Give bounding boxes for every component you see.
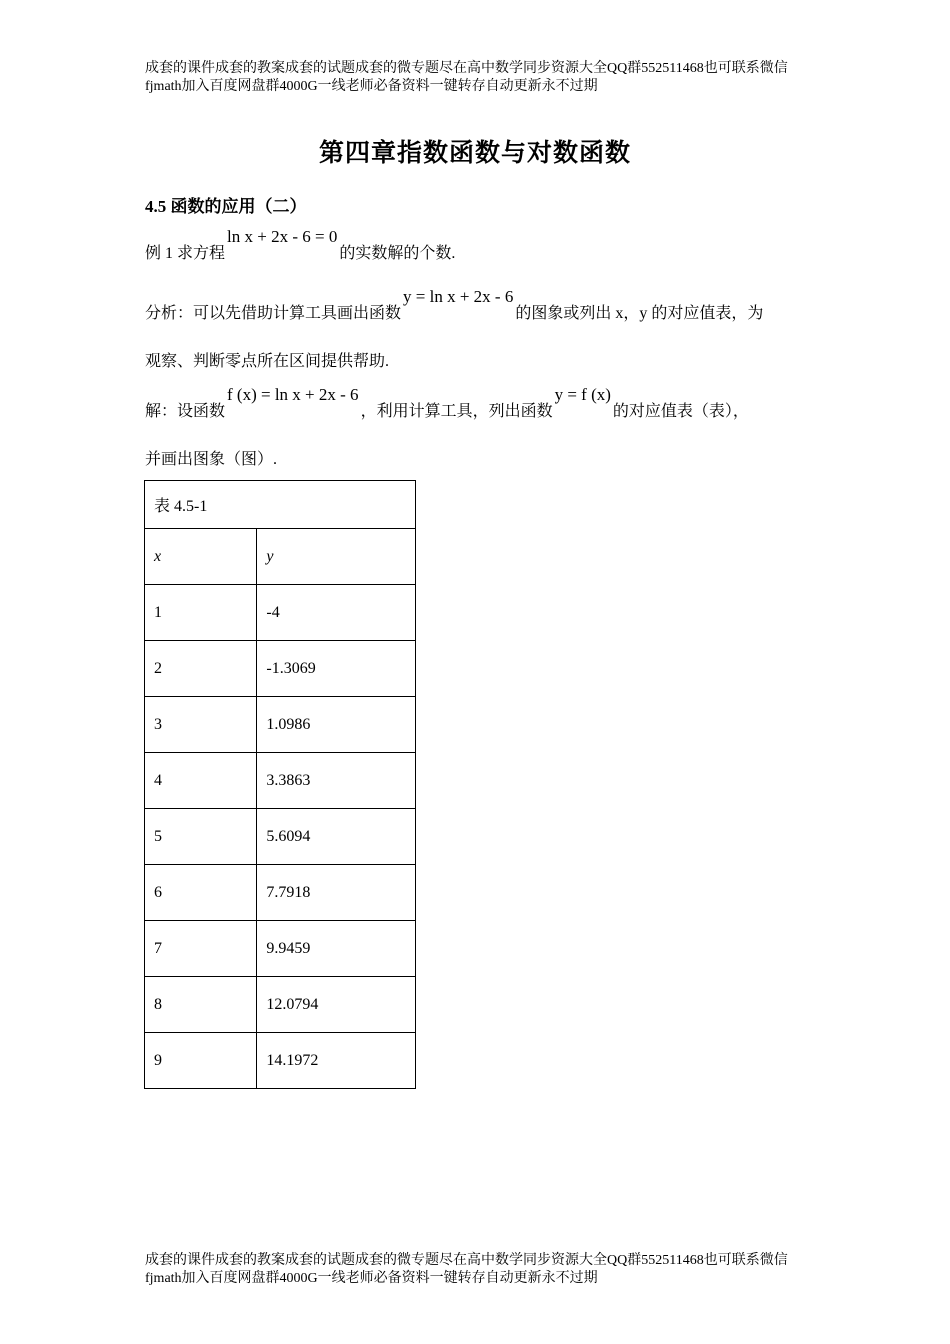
table-cell-y: 12.0794 bbox=[257, 977, 416, 1033]
table-cell-x: 5 bbox=[145, 809, 257, 865]
page-header: 成套的课件成套的教案成套的试题成套的微专题尽在高中数学同步资源大全QQ群552511468也可联系微信fjmath加入百度网盘群4000G一线老师必备资料一键转存自动更新永不过期 bbox=[145, 61, 788, 94]
table-cell-x: 9 bbox=[145, 1033, 257, 1089]
example-paragraph bbox=[145, 227, 815, 264]
solution-middle: ，利用计算工具，列出函数 bbox=[360, 403, 553, 420]
table-cell-x: 8 bbox=[145, 977, 257, 1033]
table-header-row bbox=[145, 529, 416, 585]
table-row bbox=[145, 697, 416, 753]
table-cell-y: 14.1972 bbox=[257, 1033, 416, 1089]
analysis-function: y = ln x + 2x - 6 bbox=[403, 287, 514, 306]
table-cell-y: 7.7918 bbox=[257, 865, 416, 921]
solution-line2: 并画出图象（图）. bbox=[145, 451, 278, 468]
page-footer: 成套的课件成套的教案成套的试题成套的微专题尽在高中数学同步资源大全QQ群552511468也可联系微信fjmath加入百度网盘群4000G一线老师必备资料一键转存自动更新永不过期 bbox=[145, 1253, 788, 1286]
table-row bbox=[145, 1033, 416, 1089]
table-row bbox=[145, 977, 416, 1033]
table-cell-x: 3 bbox=[145, 697, 257, 753]
table-cell-y: 3.3863 bbox=[257, 753, 416, 809]
value-table bbox=[144, 480, 416, 1089]
table-cell-x: 4 bbox=[145, 753, 257, 809]
table-cell-x: 6 bbox=[145, 865, 257, 921]
example-equation: ln x + 2x - 6 = 0 bbox=[227, 227, 338, 246]
table-row bbox=[145, 641, 416, 697]
analysis-line2: 观察、判断零点所在区间提供帮助. bbox=[145, 353, 390, 370]
table-cell-y: -1.3069 bbox=[257, 641, 416, 697]
table-cell-x: 1 bbox=[145, 585, 257, 641]
table-caption-row bbox=[145, 481, 416, 529]
table-row bbox=[145, 753, 416, 809]
table-cell-x: 7 bbox=[145, 921, 257, 977]
table-cell-x: 2 bbox=[145, 641, 257, 697]
section-heading: 4.5 函数的应用（二） bbox=[145, 197, 307, 216]
solution-prefix: 解：设函数 bbox=[145, 403, 226, 420]
analysis-suffix: 的图象或列出 x，y 的对应值表，为 bbox=[515, 305, 764, 322]
table-cell-y: 9.9459 bbox=[257, 921, 416, 977]
solution-suffix: 的对应值表（表）， bbox=[612, 403, 749, 420]
example-suffix: 的实数解的个数. bbox=[339, 245, 456, 262]
example-prefix: 例 1 求方程 bbox=[145, 245, 226, 262]
table-row bbox=[145, 865, 416, 921]
analysis-prefix: 分析：可以先借助计算工具画出函数 bbox=[145, 305, 402, 322]
table-caption: 表 4.5-1 bbox=[145, 481, 416, 529]
solution-function2: y = f (x) bbox=[554, 385, 611, 404]
chapter-title: 第四章指数函数与对数函数 bbox=[318, 140, 631, 167]
table-header-y: y bbox=[257, 529, 416, 585]
table-header-x: x bbox=[145, 529, 257, 585]
table-row bbox=[145, 585, 416, 641]
table-cell-y: 1.0986 bbox=[257, 697, 416, 753]
analysis-paragraph bbox=[145, 287, 815, 324]
solution-function: f (x) = ln x + 2x - 6 bbox=[227, 385, 359, 404]
table-cell-y: -4 bbox=[257, 585, 416, 641]
table-row bbox=[145, 809, 416, 865]
table-row bbox=[145, 921, 416, 977]
table-cell-y: 5.6094 bbox=[257, 809, 416, 865]
solution-paragraph bbox=[145, 385, 815, 422]
